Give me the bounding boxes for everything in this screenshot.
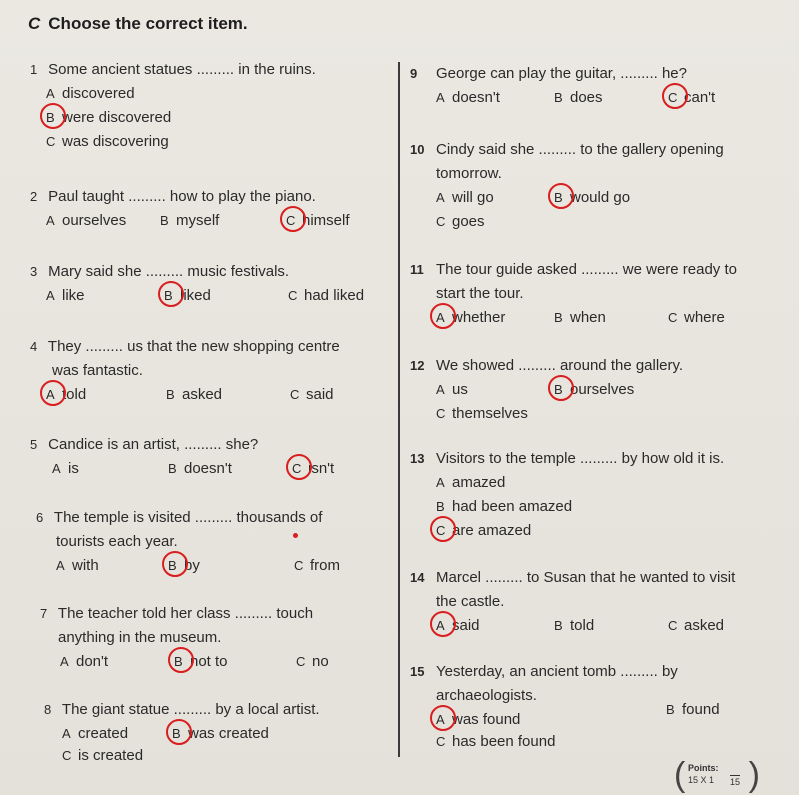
option-c[interactable]: C no [296, 653, 329, 670]
question-text-cont: start the tour. [436, 285, 524, 302]
question-number: 3 [30, 264, 38, 279]
answer-circle: C [668, 86, 684, 110]
question-number: 8 [44, 702, 52, 717]
question-number: 4 [30, 339, 38, 354]
question-number: 13 [410, 451, 425, 466]
option-b[interactable]: B was created [172, 722, 269, 746]
option-b[interactable]: B myself [160, 212, 220, 229]
question-text-cont: tourists each year. [56, 533, 178, 550]
question-4 [30, 335, 392, 407]
option-b[interactable]: B told [554, 617, 595, 634]
question-13 [410, 447, 764, 543]
points-formula: 15 X 1 [688, 775, 715, 785]
question-number: 15 [410, 664, 425, 679]
question-text: We showed ......... around the gallery. [436, 357, 684, 374]
option-a[interactable]: A amazed [436, 474, 506, 491]
question-6 [36, 506, 392, 578]
option-b[interactable]: B not to [174, 650, 228, 674]
option-c[interactable]: C themselves [436, 405, 528, 422]
option-c[interactable]: C isn't [292, 457, 334, 481]
question-number: 5 [30, 437, 38, 452]
answer-circle: A [436, 614, 452, 638]
option-c[interactable]: C had liked [288, 287, 365, 304]
question-text: Cindy said she ......... to the gallery opening [436, 141, 724, 158]
option-a[interactable]: A created [62, 725, 129, 742]
option-c[interactable]: C said [290, 386, 334, 403]
option-a[interactable]: A ourselves [46, 212, 127, 229]
question-number: 14 [410, 570, 425, 585]
option-b[interactable]: B doesn't [168, 460, 232, 477]
question-text-cont: the castle. [436, 593, 505, 610]
bracket-right-icon: ) [748, 756, 760, 794]
question-12 [410, 354, 764, 426]
question-text: The giant statue ......... by a local artist. [61, 701, 320, 718]
question-text-cont: was fantastic. [52, 362, 143, 379]
option-b[interactable]: B asked [166, 386, 223, 403]
answer-circle: B [168, 554, 184, 578]
question-text: George can play the guitar, ......... he? [436, 65, 687, 82]
question-number: 6 [36, 510, 44, 525]
points-box [674, 756, 760, 794]
question-number: 2 [30, 189, 38, 204]
option-b[interactable]: B ourselves [554, 378, 634, 402]
option-a[interactable]: A us [436, 381, 468, 398]
option-a[interactable]: A doesn't [436, 89, 500, 106]
question-number: 7 [40, 606, 48, 621]
question-number: 1 [30, 62, 38, 77]
section-letter: C [28, 14, 41, 33]
question-text: The tour guide asked ......... we were ready to [436, 261, 737, 278]
option-a[interactable]: A is [52, 460, 79, 477]
question-11 [410, 258, 764, 330]
option-c[interactable]: C himself [286, 209, 350, 233]
option-a[interactable]: A like [46, 287, 85, 304]
question-number: 9 [410, 66, 418, 81]
option-a[interactable]: A don't [60, 653, 109, 670]
section-title: Choose the correct item. [48, 14, 248, 33]
question-14 [410, 566, 764, 638]
question-3 [30, 260, 390, 308]
question-number: 10 [410, 142, 425, 157]
option-c[interactable]: C from [294, 557, 340, 574]
question-text: The temple is visited ......... thousands of [53, 509, 323, 526]
question-text-cont: anything in the museum. [58, 629, 222, 646]
option-b[interactable]: B would go [554, 186, 630, 210]
question-9 [410, 62, 760, 110]
answer-circle: A [436, 306, 452, 330]
points-total: 15 [730, 777, 741, 787]
question-number: 11 [410, 262, 424, 277]
option-b[interactable]: B by [168, 554, 200, 578]
option-b[interactable]: B had been amazed [436, 498, 573, 515]
answer-circle: A [436, 708, 452, 732]
question-number: 12 [410, 358, 425, 373]
answer-circle: C [292, 457, 308, 481]
answer-circle: B [554, 186, 570, 210]
question-text: Candice is an artist, ......... she? [48, 436, 259, 453]
option-c[interactable]: C asked [668, 617, 725, 634]
option-c[interactable]: C has been found [436, 733, 556, 750]
answer-circle: B [172, 722, 188, 746]
points-label: Points: [688, 763, 719, 773]
question-text: They ......... us that the new shopping centre [47, 338, 340, 355]
question-text: The teacher told her class ......... touch [57, 605, 314, 622]
option-c[interactable]: C is created [62, 747, 144, 764]
option-a[interactable]: A discovered [46, 85, 135, 102]
option-b[interactable]: B when [554, 309, 606, 326]
question-text: Paul taught ......... how to play the piano. [48, 188, 316, 205]
question-text: Some ancient statues ......... in the ruins. [48, 61, 316, 78]
option-b[interactable]: B liked [164, 284, 211, 308]
option-a[interactable]: A told [46, 383, 86, 407]
option-c[interactable]: C was discovering [46, 133, 169, 150]
option-c[interactable]: C can't [668, 86, 715, 110]
answer-circle: A [46, 383, 62, 407]
answer-circle: C [436, 519, 452, 543]
option-b[interactable]: B found [666, 701, 720, 718]
answer-circle: B [164, 284, 180, 308]
question-text: Marcel ......... to Susan that he wanted to visit [436, 569, 736, 586]
question-10 [410, 138, 764, 234]
question-7 [40, 602, 394, 674]
question-text: Mary said she ......... music festivals. [48, 263, 290, 280]
bracket-left-icon: ( [674, 756, 686, 794]
question-2 [30, 185, 390, 233]
section-header [28, 14, 248, 34]
question-8 [44, 698, 394, 770]
question-text-cont: tomorrow. [436, 165, 502, 182]
option-c[interactable]: C are amazed [436, 519, 531, 543]
option-a[interactable]: A was found [436, 708, 520, 732]
column-divider [398, 62, 400, 757]
question-15 [410, 660, 764, 756]
question-1 [30, 58, 390, 154]
answer-circle: B [46, 106, 62, 130]
answer-circle: C [286, 209, 302, 233]
option-a[interactable]: A with [56, 557, 99, 574]
option-a[interactable]: A will go [436, 189, 494, 206]
question-text-cont: archaeologists. [436, 687, 537, 704]
option-c[interactable]: C where [668, 309, 725, 326]
option-b[interactable]: B were discovered [46, 106, 171, 130]
option-c[interactable]: C goes [436, 213, 485, 230]
option-a[interactable]: A whether [436, 306, 505, 330]
question-5 [30, 433, 390, 481]
answer-circle: B [174, 650, 190, 674]
option-b[interactable]: B does [554, 89, 603, 106]
answer-circle: B [554, 378, 570, 402]
question-text: Visitors to the temple ......... by how old it is. [436, 450, 725, 467]
question-text: Yesterday, an ancient tomb ......... by [436, 663, 678, 680]
option-a[interactable]: A said [436, 614, 480, 638]
